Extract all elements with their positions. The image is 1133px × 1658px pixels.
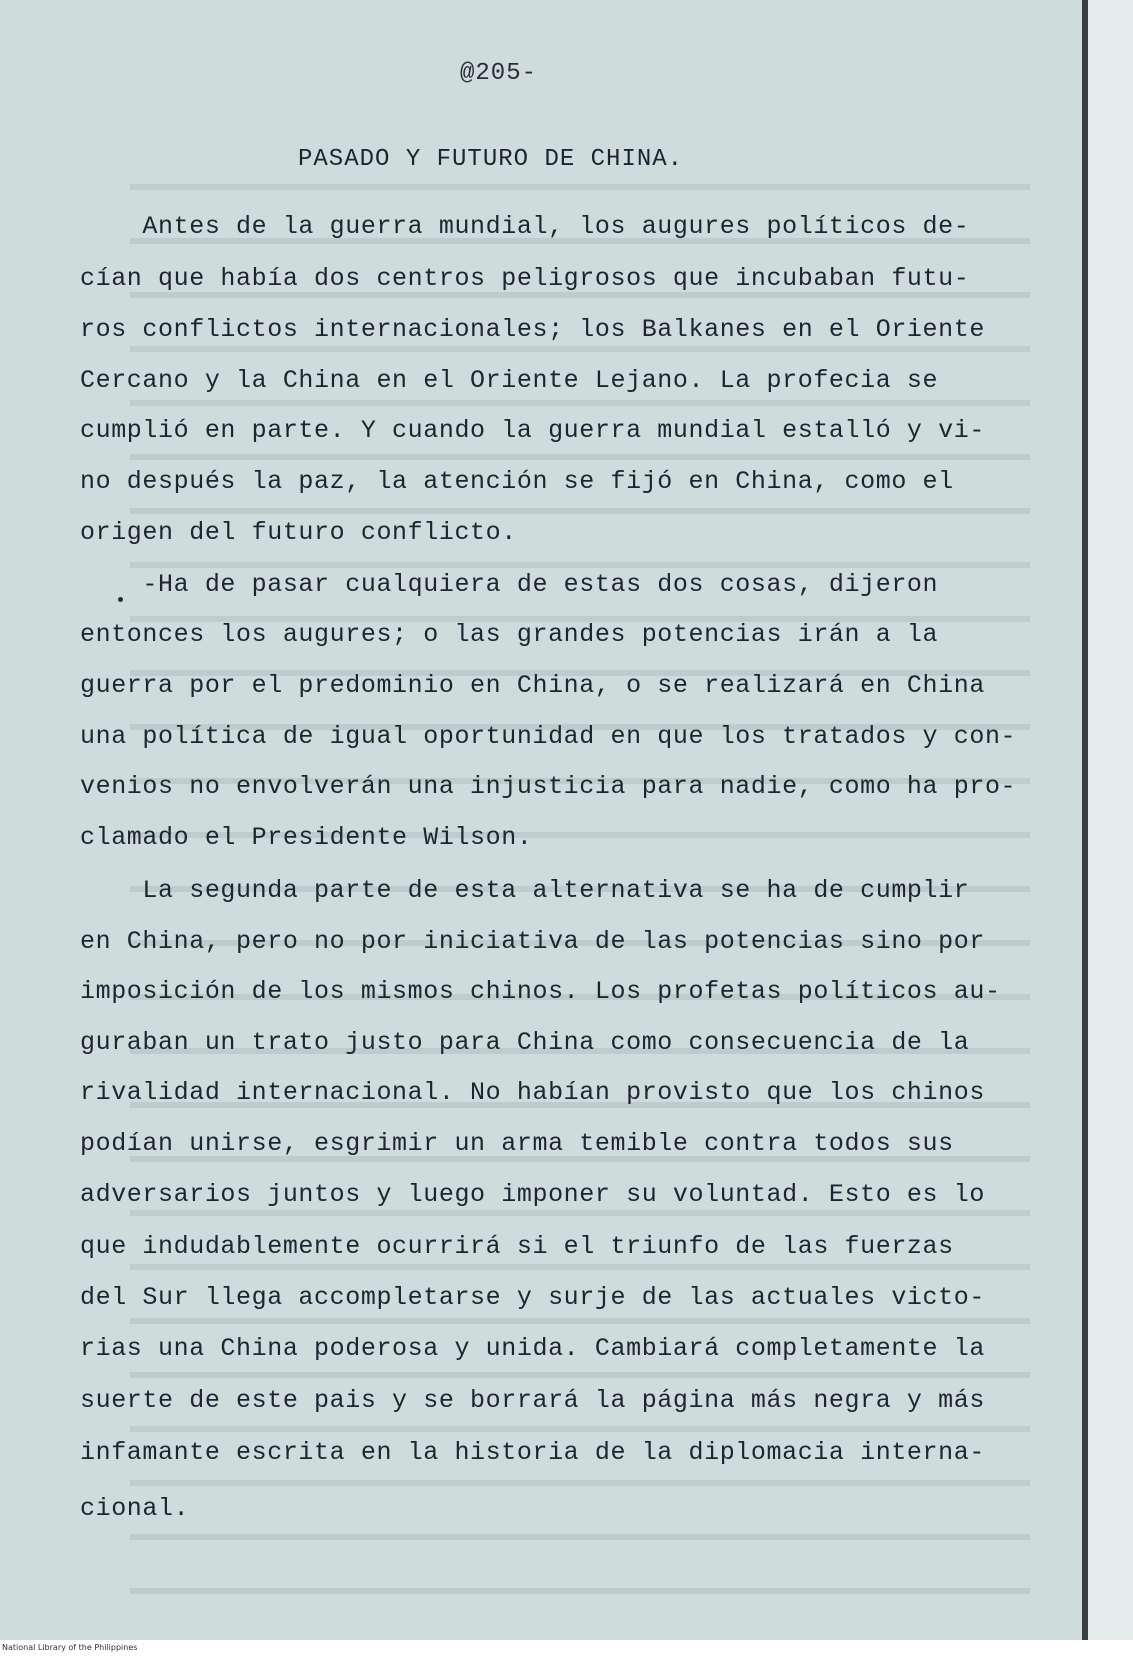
text-line: venios no envolverán una injusticia para nadie, como ha pro- — [80, 772, 1017, 801]
text-line: origen del futuro conflicto. — [80, 518, 517, 547]
text-line: imposición de los mismos chinos. Los profetas políticos au- — [80, 977, 1001, 1006]
text-line: Cercano y la China en el Oriente Lejano. La profecia se — [80, 366, 939, 395]
text-line: guerra por el predominio en China, o se realizará en China — [80, 671, 985, 700]
text-line: podían unirse, esgrimir un arma temible contra todos sus — [80, 1129, 954, 1158]
footer-credit: National Library of the Philippines — [2, 1643, 138, 1652]
text-line: que indudablemente ocurrirá si el triunfo de las fuerzas — [80, 1232, 954, 1261]
document-title: PASADO Y FUTURO DE CHINA. — [298, 146, 684, 173]
text-line: rivalidad internacional. No habían provisto que los chinos — [80, 1078, 985, 1107]
text-line: guraban un trato justo para China como consecuencia de la — [80, 1028, 970, 1057]
text-line: cumplió en parte. Y cuando la guerra mundial estalló y vi- — [80, 416, 985, 445]
text-line: no después la paz, la atención se fijó en China, como el — [80, 467, 954, 496]
text-line: infamante escrita en la historia de la diplomacia interna- — [80, 1438, 985, 1467]
text-line: cían que había dos centros peligrosos que incubaban futu- — [80, 264, 970, 293]
text-line: en China, pero no por iniciativa de las potencias sino por — [80, 927, 985, 956]
text-line: suerte de este pais y se borrará la página más negra y más — [80, 1386, 985, 1415]
text-line: rias una China poderosa y unida. Cambiará completamente la — [80, 1334, 985, 1363]
text-line: del Sur llega accompletarse y surje de las actuales victo- — [80, 1283, 985, 1312]
page-number: @205- — [460, 60, 538, 87]
text-line: clamado el Presidente Wilson. — [80, 823, 533, 852]
text-line: cional. — [80, 1494, 190, 1523]
text-line: -Ha de pasar cualquiera de estas dos cosas, dijeron — [80, 570, 939, 599]
text-line: La segunda parte de esta alternativa se ha de cumplir — [80, 876, 970, 905]
text-line: Antes de la guerra mundial, los augures políticos de- — [80, 212, 970, 241]
text-line: adversarios juntos y luego imponer su voluntad. Esto es lo — [80, 1180, 985, 1209]
text-line: ros conflictos internacionales; los Balkanes en el Oriente — [80, 315, 985, 344]
text-line: una política de igual oportunidad en que los tratados y con- — [80, 722, 1017, 751]
text-line: entonces los augures; o las grandes potencias irán a la — [80, 620, 939, 649]
page-margin-strip — [1088, 0, 1133, 1640]
